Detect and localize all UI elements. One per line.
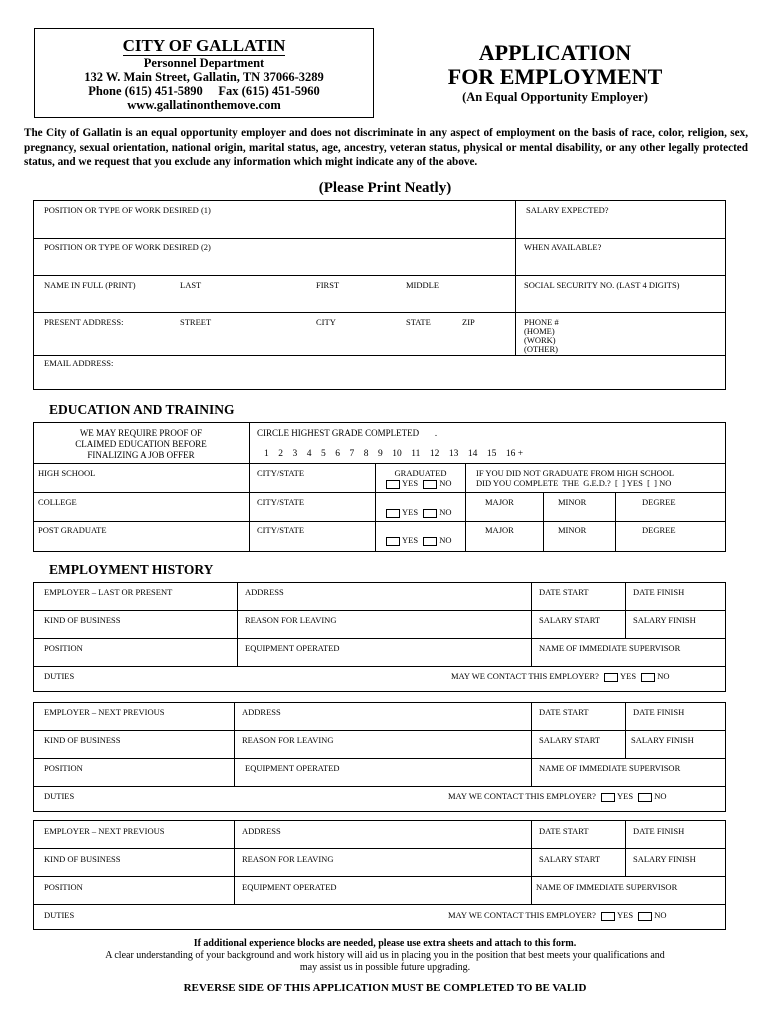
employer2-reason-field[interactable]: REASON FOR LEAVING [242,735,334,745]
graduated-label: GRADUATED [394,468,447,478]
zip-field[interactable]: ZIP [462,317,475,327]
employer2-date-finish-field[interactable]: DATE FINISH [633,707,685,717]
phone-home-field[interactable]: (HOME) [524,326,555,336]
pg-no-checkbox[interactable] [423,537,437,546]
form-subtitle: (An Equal Opportunity Employer) [462,90,648,104]
employer2-position-field[interactable]: POSITION [44,763,83,773]
employer1-date-finish-field[interactable]: DATE FINISH [633,587,685,597]
high-school-field[interactable]: HIGH SCHOOL [38,468,96,478]
employer2-equipment-field[interactable]: EQUIPMENT OPERATED [245,763,340,773]
pg-graduated-options[interactable]: YES NO [383,535,451,546]
ged-line2[interactable]: DID YOU COMPLETE THE G.E.D.? [ ] YES [ ] NO [476,478,672,488]
employer1-address-field[interactable]: ADDRESS [245,587,284,597]
employer2-contact-yes-checkbox[interactable] [601,793,615,802]
hs-city-state-field[interactable]: CITY/STATE [257,468,305,478]
last-name-field[interactable]: LAST [180,280,202,290]
position2-field[interactable]: POSITION OR TYPE OF WORK DESIRED (2) [44,242,211,252]
college-yes-checkbox[interactable] [386,509,400,518]
college-minor-field[interactable]: MINOR [558,497,587,507]
street-address: 132 W. Main Street, Gallatin, TN 37066-3289 [84,70,324,84]
pg-city-state-field[interactable]: CITY/STATE [257,525,305,535]
employer1-salary-finish-field[interactable]: SALARY FINISH [633,615,696,625]
employer3-reason-field[interactable]: REASON FOR LEAVING [242,854,334,864]
employer2-business-field[interactable]: KIND OF BUSINESS [44,735,121,745]
pg-minor-field[interactable]: MINOR [558,525,587,535]
phone-other-field[interactable]: (OTHER) [524,344,558,354]
state-field[interactable]: STATE [406,317,431,327]
print-note: (Please Print Neatly) [318,180,452,196]
phone-work-field[interactable]: (WORK) [524,335,556,345]
employer1-date-start-field[interactable]: DATE START [539,587,589,597]
employer1-supervisor-field[interactable]: NAME OF IMMEDIATE SUPERVISOR [539,643,681,653]
website: www.gallatinonthemove.com [127,98,281,112]
city-field[interactable]: CITY [316,317,336,327]
employer2-salary-finish-field[interactable]: SALARY FINISH [631,735,694,745]
ged-line1: IF YOU DID NOT GRADUATE FROM HIGH SCHOOL [476,468,675,478]
employer2-contact-question[interactable]: MAY WE CONTACT THIS EMPLOYER? YES NO [448,791,667,801]
salary-expected-field[interactable]: SALARY EXPECTED? [526,205,609,215]
additional-note: If additional experience blocks are needed, please use extra sheets and attach to this form. [193,938,577,949]
employer2-date-start-field[interactable]: DATE START [539,707,589,717]
position1-field[interactable]: POSITION OR TYPE OF WORK DESIRED (1) [44,205,211,215]
employer3-supervisor-field[interactable]: NAME OF IMMEDIATE SUPERVISOR [536,882,678,892]
employment-heading: EMPLOYMENT HISTORY [49,562,214,577]
employer3-position-field[interactable]: POSITION [44,882,83,892]
circle-grade-label: CIRCLE HIGHEST GRADE COMPLETED . [257,428,438,438]
employer3-name-field[interactable]: EMPLOYER – NEXT PREVIOUS [44,826,165,836]
employer2-duties-field[interactable]: DUTIES [44,791,75,801]
employer3-salary-start-field[interactable]: SALARY START [539,854,601,864]
employer1-contact-no-checkbox[interactable] [641,673,655,682]
grade-options[interactable]: 1 2 3 4 5 6 7 8 9 10 11 12 13 14 15 16 + [264,449,524,459]
college-field[interactable]: COLLEGE [38,497,77,507]
college-major-field[interactable]: MAJOR [485,497,514,507]
college-graduated-options[interactable]: YES NO [383,507,451,518]
form-title-line1: APPLICATION [478,40,632,65]
reverse-side-note: REVERSE SIDE OF THIS APPLICATION MUST BE COMPLETED TO BE VALID [183,982,587,994]
employer3-date-finish-field[interactable]: DATE FINISH [633,826,685,836]
employer1-business-field[interactable]: KIND OF BUSINESS [44,615,121,625]
post-graduate-field[interactable]: POST GRADUATE [38,525,107,535]
employer3-business-field[interactable]: KIND OF BUSINESS [44,854,121,864]
present-address-label: PRESENT ADDRESS: [44,317,124,327]
employer3-date-start-field[interactable]: DATE START [539,826,589,836]
college-city-state-field[interactable]: CITY/STATE [257,497,305,507]
employer2-contact-no-checkbox[interactable] [638,793,652,802]
eeo-statement: The City of Gallatin is an equal opportunity employer and does not discriminate in any aspect of employment on the basis of race, color, religion, sex, pregnancy, sexual orientation, national origin, marital status, age, ancestry, veteran status, physical or mental disability, or any other legally protected status, and we request that you exclude any information which might indicate any of the above. [24,127,748,168]
pg-degree-field[interactable]: DEGREE [642,525,676,535]
employer1-salary-start-field[interactable]: SALARY START [539,615,601,625]
employer3-equipment-field[interactable]: EQUIPMENT OPERATED [242,882,337,892]
hs-yes-checkbox[interactable] [386,480,400,489]
phone-label: PHONE # [524,317,559,327]
employer3-address-field[interactable]: ADDRESS [242,826,281,836]
employer3-contact-yes-checkbox[interactable] [601,912,615,921]
ssn-field[interactable]: SOCIAL SECURITY NO. (LAST 4 DIGITS) [524,280,680,290]
street-field[interactable]: STREET [180,317,212,327]
hs-no-checkbox[interactable] [423,480,437,489]
city-name: CITY OF GALLATIN [122,36,286,55]
employer1-name-field[interactable]: EMPLOYER – LAST OR PRESENT [44,587,173,597]
education-heading: EDUCATION AND TRAINING [49,402,235,417]
email-field[interactable]: EMAIL ADDRESS: [44,358,114,368]
middle-name-field[interactable]: MIDDLE [406,280,440,290]
employer3-contact-no-checkbox[interactable] [638,912,652,921]
employer1-contact-yes-checkbox[interactable] [604,673,618,682]
employer2-name-field[interactable]: EMPLOYER – NEXT PREVIOUS [44,707,165,717]
employer1-contact-question[interactable]: MAY WE CONTACT THIS EMPLOYER? YES NO [451,671,670,681]
proof-line3: FINALIZING A JOB OFFER [87,450,195,460]
phone-fax: Phone (615) 451-5890 Fax (615) 451-5960 [88,84,320,98]
employer3-salary-finish-field[interactable]: SALARY FINISH [633,854,696,864]
employer1-reason-field[interactable]: REASON FOR LEAVING [245,615,337,625]
personal-info-box [33,200,726,390]
pg-yes-checkbox[interactable] [386,537,400,546]
employer2-supervisor-field[interactable]: NAME OF IMMEDIATE SUPERVISOR [539,763,681,773]
employer3-duties-field[interactable]: DUTIES [44,910,75,920]
proof-line2: CLAIMED EDUCATION BEFORE [75,439,207,449]
name-full-label: NAME IN FULL (PRINT) [44,280,136,290]
pg-major-field[interactable]: MAJOR [485,525,514,535]
college-no-checkbox[interactable] [423,509,437,518]
employer2-salary-start-field[interactable]: SALARY START [539,735,601,745]
employer1-position-field[interactable]: POSITION [44,643,83,653]
employer1-duties-field[interactable]: DUTIES [44,671,75,681]
college-degree-field[interactable]: DEGREE [642,497,676,507]
employer2-address-field[interactable]: ADDRESS [242,707,281,717]
department: Personnel Department [143,56,265,70]
form-title-line2: FOR EMPLOYMENT [447,64,663,89]
employer3-contact-question[interactable]: MAY WE CONTACT THIS EMPLOYER? YES NO [448,910,667,920]
hs-graduated-options[interactable]: YES NO [383,478,451,489]
employer1-equipment-field[interactable]: EQUIPMENT OPERATED [245,643,340,653]
proof-line1: WE MAY REQUIRE PROOF OF [79,428,203,438]
understanding-line2: may assist us in possible future upgrading. [299,962,471,973]
when-available-field[interactable]: WHEN AVAILABLE? [524,242,602,252]
understanding-line1: A clear understanding of your background and work history will aid us in placing you in the position that best meets your qualifications and [105,950,665,961]
first-name-field[interactable]: FIRST [316,280,340,290]
